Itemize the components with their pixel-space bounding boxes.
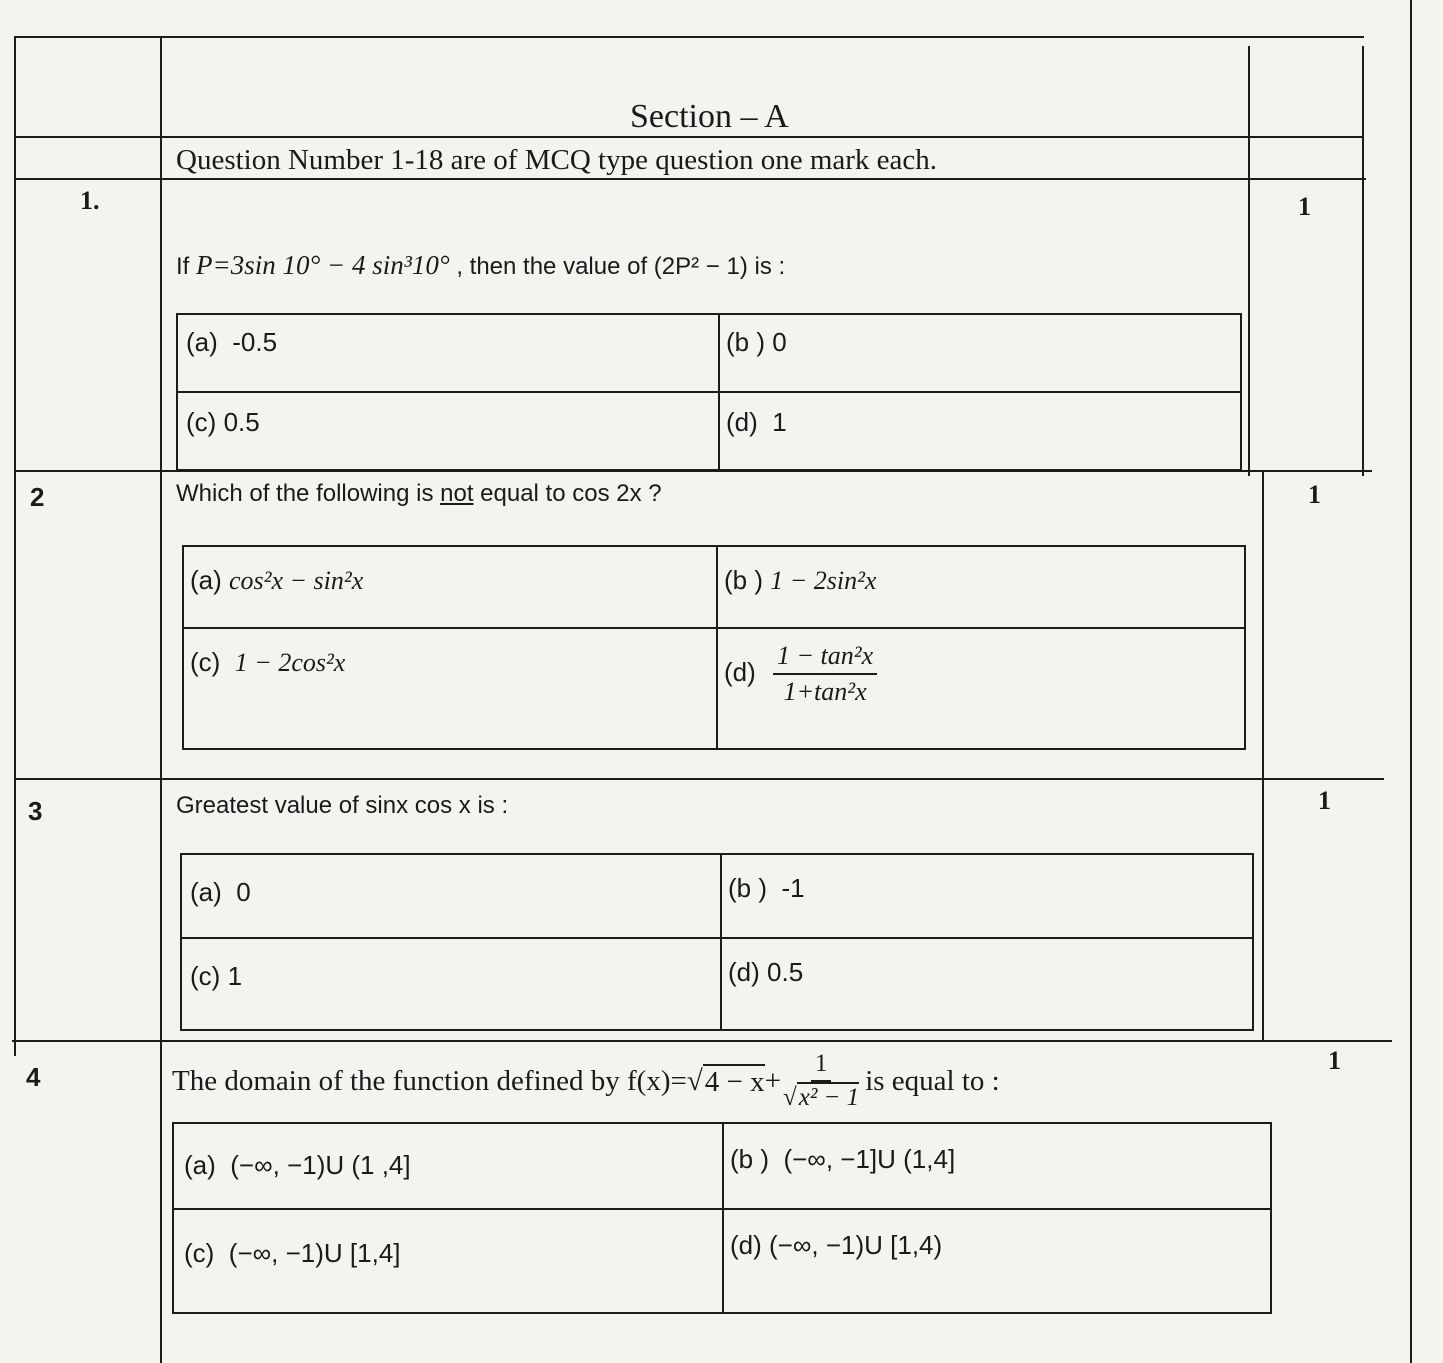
question-text-suffix: , then the value of (2P² − 1) is : — [449, 253, 786, 280]
option-d-value: (−∞, −1)U [1,4) — [769, 1230, 943, 1260]
fraction-denominator — [783, 1082, 859, 1112]
option-c-label: (c) — [190, 647, 221, 677]
options-column-divider — [722, 1124, 724, 1312]
option-d-fraction — [773, 641, 877, 707]
sqrt-sign-icon: √ — [686, 1064, 703, 1097]
question-text — [172, 1050, 1000, 1112]
option-b-label: (b ) — [730, 1144, 769, 1174]
option-b[interactable] — [728, 873, 805, 904]
fraction-numerator: 1 — [811, 1050, 832, 1082]
options-table — [182, 545, 1246, 750]
question-text-prefix: Which of the following is — [176, 480, 441, 507]
option-a[interactable] — [190, 565, 363, 596]
question-text-suffix: equal to cos 2x ? — [473, 480, 662, 507]
option-a-label: (a) — [184, 1150, 216, 1180]
option-c-label: (c) — [184, 1238, 215, 1268]
marks-column-divider — [1248, 46, 1250, 476]
option-a-label: (a) — [186, 327, 218, 357]
option-d-denominator: 1+tan²x — [783, 677, 867, 706]
option-a-label: (a) — [190, 565, 222, 595]
option-c[interactable] — [186, 407, 260, 438]
option-a[interactable] — [190, 877, 251, 908]
option-c[interactable] — [184, 1238, 401, 1269]
instruction-divider — [14, 178, 1366, 180]
section-instruction: Question Number 1-18 are of MCQ type question one mark each. — [176, 144, 938, 176]
question-marks: 1 — [1308, 480, 1321, 509]
q2-q3-divider — [14, 778, 1384, 780]
options-column-divider — [720, 855, 722, 1029]
frame-top-border — [14, 36, 1364, 38]
option-b[interactable] — [724, 565, 876, 596]
option-d[interactable] — [726, 407, 787, 438]
option-d[interactable] — [730, 1230, 942, 1261]
option-b[interactable] — [726, 327, 787, 358]
q3-q4-divider — [12, 1040, 1392, 1042]
option-b-value: 0 — [772, 327, 787, 357]
frame-right-border — [1362, 46, 1364, 476]
question-marks: 1 — [1298, 192, 1311, 221]
option-a[interactable] — [184, 1150, 411, 1181]
sqrt-radicand: 4 − x — [704, 1065, 765, 1098]
frame-right-border-lower — [1410, 0, 1412, 1363]
option-a-label: (a) — [190, 877, 222, 907]
question-number: 4 — [26, 1062, 41, 1092]
section-title: Section – A — [630, 98, 789, 135]
options-row-divider — [182, 937, 1252, 939]
frame-left-border — [14, 36, 16, 1056]
question-marks: 1 — [1318, 786, 1331, 815]
option-d-value: 1 — [772, 407, 787, 437]
option-a[interactable] — [186, 327, 277, 358]
question-number: 2 — [30, 482, 45, 512]
question-text-prefix: If — [176, 253, 197, 280]
question-text — [176, 480, 662, 508]
option-d[interactable] — [724, 641, 877, 707]
question-text-prefix: The domain of the function defined by f(x)= — [172, 1064, 687, 1097]
domain-fraction — [783, 1050, 859, 1112]
fraction-denominator-radicand: x² − 1 — [798, 1084, 860, 1111]
question-number: 3 — [28, 796, 43, 826]
number-column-divider — [160, 36, 162, 1363]
option-c-value: 1 − 2cos²x — [234, 648, 346, 677]
option-a-value: cos²x − sin²x — [229, 566, 364, 595]
option-b-value: -1 — [781, 873, 805, 903]
question-text-emphasis: not — [440, 480, 474, 507]
options-table — [172, 1122, 1272, 1314]
options-row-divider — [184, 627, 1244, 629]
options-table — [176, 313, 1242, 471]
options-column-divider — [718, 315, 720, 469]
marks-column-divider-lower — [1262, 470, 1264, 1040]
options-row-divider — [178, 391, 1240, 393]
section-header-divider — [14, 136, 1364, 138]
option-b-label: (b ) — [728, 873, 767, 903]
option-a-value: 0 — [236, 877, 251, 907]
option-c-label: (c) — [190, 961, 221, 991]
question-number: 1. — [80, 186, 100, 215]
option-c-value: 1 — [227, 961, 243, 991]
option-a-value: -0.5 — [232, 327, 278, 357]
option-a-value: (−∞, −1)U (1 ,4] — [230, 1150, 411, 1180]
option-b-label: (b ) — [724, 565, 763, 595]
plus-sign: + — [764, 1064, 781, 1097]
option-b-value: 1 − 2sin²x — [770, 566, 877, 595]
question-math-expression: P=3sin 10° − 4 sin³10° — [196, 250, 450, 280]
option-d-label: (d) — [728, 957, 760, 987]
option-d-value: 0.5 — [767, 957, 804, 987]
question-text-suffix: is equal to : — [865, 1064, 1000, 1097]
option-d-numerator: 1 − tan²x — [773, 641, 877, 675]
option-d-label: (d) — [730, 1230, 762, 1260]
options-column-divider — [716, 547, 718, 748]
option-b[interactable] — [730, 1144, 955, 1175]
question-text: Greatest value of sinx cos x is : — [176, 792, 509, 819]
option-c[interactable] — [190, 961, 242, 992]
options-table — [180, 853, 1254, 1031]
option-c-value: (−∞, −1)U [1,4] — [228, 1238, 401, 1268]
question-marks: 1 — [1328, 1046, 1341, 1075]
option-b-value: (−∞, −1]U (1,4] — [783, 1144, 956, 1174]
option-c[interactable] — [190, 647, 345, 678]
sqrt-sign-icon: √ — [782, 1084, 797, 1111]
option-c-value: 0.5 — [223, 407, 260, 437]
option-d-label: (d) — [726, 407, 758, 437]
question-text — [176, 250, 785, 281]
option-c-label: (c) — [186, 407, 217, 437]
option-d[interactable] — [728, 957, 803, 988]
option-d-label: (d) — [724, 656, 756, 687]
option-b-label: (b ) — [726, 327, 765, 357]
